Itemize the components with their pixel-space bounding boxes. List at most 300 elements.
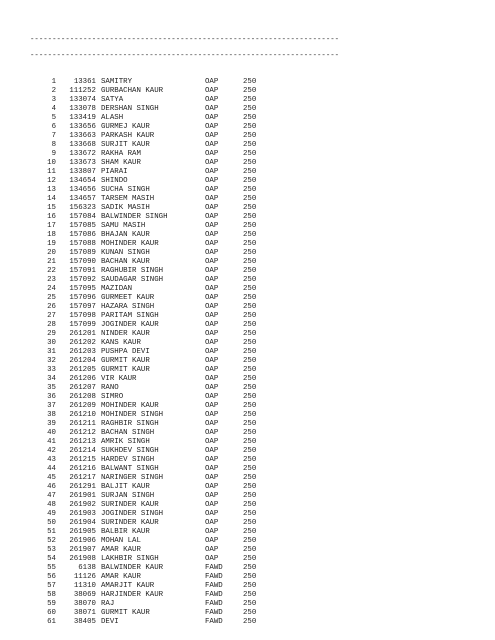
- row-pla-no: 261215: [69, 456, 96, 464]
- row-name: SUCHA SINGH: [101, 186, 150, 194]
- row-sno: 28: [47, 321, 56, 329]
- row-amount: 250: [243, 474, 257, 482]
- row-pla-no: 261211: [69, 420, 96, 428]
- row-name: GURMIT KAUR: [101, 366, 150, 374]
- row-sno: 10: [47, 159, 56, 167]
- blank-line: [30, 69, 470, 78]
- row-sno: 55: [47, 564, 56, 572]
- row-scheme: OAP: [205, 501, 219, 509]
- row-amount: 250: [243, 213, 257, 221]
- row-scheme: OAP: [205, 474, 219, 482]
- table-row: [30, 609, 470, 618]
- row-pla-no: 157086: [69, 231, 96, 239]
- row-name: NINDER KAUR: [101, 330, 150, 338]
- row-name: PIARAI: [101, 168, 128, 176]
- row-sno: 19: [47, 240, 56, 248]
- row-amount: 250: [243, 600, 257, 608]
- row-name: SAUDAGAR SINGH: [101, 276, 164, 284]
- row-name: VIR KAUR: [101, 375, 137, 383]
- row-scheme: FAWD: [205, 573, 223, 581]
- row-name: LAKHBIR SINGH: [101, 555, 159, 563]
- row-amount: 250: [243, 231, 257, 239]
- row-sno: 23: [47, 276, 56, 284]
- row-scheme: OAP: [205, 483, 219, 491]
- row-pla-no: 111252: [69, 87, 96, 95]
- table-row: [30, 150, 470, 159]
- row-amount: 250: [243, 321, 257, 329]
- row-name: DEVI: [101, 618, 119, 626]
- row-scheme: OAP: [205, 294, 219, 302]
- row-sno: 36: [47, 393, 56, 401]
- row-sno: 26: [47, 303, 56, 311]
- row-pla-no: 38405: [73, 618, 96, 626]
- table-row: [30, 384, 470, 393]
- row-pla-no: 261902: [69, 501, 96, 509]
- row-pla-no: 261901: [69, 492, 96, 500]
- row-sno: 31: [47, 348, 56, 356]
- row-amount: 250: [243, 546, 257, 554]
- row-scheme: OAP: [205, 519, 219, 527]
- table-row: [30, 213, 470, 222]
- table-row: [30, 582, 470, 591]
- row-pla-no: 133807: [69, 168, 96, 176]
- table-row: [30, 357, 470, 366]
- table-row: [30, 114, 470, 123]
- row-amount: 250: [243, 114, 257, 122]
- row-name: SADIK MASIH: [101, 204, 150, 212]
- row-scheme: OAP: [205, 258, 219, 266]
- row-amount: 250: [243, 609, 257, 617]
- table-row: [30, 492, 470, 501]
- row-amount: 250: [243, 564, 257, 572]
- row-amount: 250: [243, 357, 257, 365]
- row-sno: 11: [47, 168, 56, 176]
- table-row: [30, 447, 470, 456]
- row-scheme: OAP: [205, 123, 219, 131]
- row-amount: 250: [243, 375, 257, 383]
- row-amount: 250: [243, 618, 257, 626]
- row-pla-no: 261291: [69, 483, 96, 491]
- row-scheme: OAP: [205, 276, 219, 284]
- row-name: RAJ: [101, 600, 115, 608]
- row-sno: 22: [47, 267, 56, 275]
- table-row: [30, 546, 470, 555]
- row-scheme: OAP: [205, 546, 219, 554]
- row-scheme: OAP: [205, 348, 219, 356]
- row-name: SURINDER KAUR: [101, 501, 159, 509]
- row-sno: 56: [47, 573, 56, 581]
- row-name: GURMIT KAUR: [101, 357, 150, 365]
- row-amount: 250: [243, 492, 257, 500]
- row-sno: 33: [47, 366, 56, 374]
- row-pla-no: 156323: [69, 204, 96, 212]
- row-sno: 50: [47, 519, 56, 527]
- row-scheme: FAWD: [205, 582, 223, 590]
- table-row: [30, 132, 470, 141]
- beneficiary-list: [30, 78, 470, 627]
- row-pla-no: 133668: [69, 141, 96, 149]
- row-pla-no: 261204: [69, 357, 96, 365]
- row-name: BALWINDER SINGH: [101, 213, 168, 221]
- row-amount: 250: [243, 249, 257, 257]
- row-sno: 6: [51, 123, 56, 131]
- row-name: MOHINDER KAUR: [101, 240, 159, 248]
- row-amount: 250: [243, 285, 257, 293]
- row-amount: 250: [243, 591, 257, 599]
- table-row: [30, 96, 470, 105]
- table-row: [30, 159, 470, 168]
- row-pla-no: 261212: [69, 429, 96, 437]
- row-name: RAGHUBIR SINGH: [101, 267, 164, 275]
- row-name: RANO: [101, 384, 119, 392]
- row-sno: 37: [47, 402, 56, 410]
- row-sno: 2: [51, 87, 56, 95]
- row-sno: 39: [47, 420, 56, 428]
- row-pla-no: 261907: [69, 546, 96, 554]
- row-scheme: OAP: [205, 213, 219, 221]
- row-amount: 250: [243, 105, 257, 113]
- row-pla-no: 133663: [69, 132, 96, 140]
- row-scheme: OAP: [205, 555, 219, 563]
- row-amount: 250: [243, 204, 257, 212]
- table-row: [30, 483, 470, 492]
- row-amount: 250: [243, 168, 257, 176]
- row-scheme: OAP: [205, 195, 219, 203]
- row-name: RAKHA RAM: [101, 150, 141, 158]
- row-name: BHAJAN KAUR: [101, 231, 150, 239]
- row-pla-no: 261908: [69, 555, 96, 563]
- row-pla-no: 11310: [73, 582, 96, 590]
- row-scheme: OAP: [205, 393, 219, 401]
- table-row: [30, 438, 470, 447]
- table-row: [30, 267, 470, 276]
- row-name: TARSEM MASIH: [101, 195, 155, 203]
- row-amount: 250: [243, 240, 257, 248]
- table-row: [30, 231, 470, 240]
- row-pla-no: 134656: [69, 186, 96, 194]
- row-scheme: OAP: [205, 438, 219, 446]
- row-sno: 34: [47, 375, 56, 383]
- row-name: SURINDER KAUR: [101, 519, 159, 527]
- row-scheme: OAP: [205, 384, 219, 392]
- row-name: PARKASH KAUR: [101, 132, 155, 140]
- row-pla-no: 6138: [78, 564, 96, 572]
- table-row: [30, 564, 470, 573]
- table-row: [30, 537, 470, 546]
- row-sno: 8: [51, 141, 56, 149]
- row-pla-no: 157084: [69, 213, 96, 221]
- row-pla-no: 261214: [69, 447, 96, 455]
- row-sno: 20: [47, 249, 56, 257]
- table-row: [30, 276, 470, 285]
- row-pla-no: 133074: [69, 96, 96, 104]
- table-row: [30, 204, 470, 213]
- row-scheme: OAP: [205, 168, 219, 176]
- table-row: [30, 339, 470, 348]
- row-name: KANS KAUR: [101, 339, 141, 347]
- row-pla-no: 261210: [69, 411, 96, 419]
- row-pla-no: 261213: [69, 438, 96, 446]
- row-name: AMAR KAUR: [101, 573, 141, 581]
- row-amount: 250: [243, 96, 257, 104]
- row-amount: 250: [243, 483, 257, 491]
- row-scheme: OAP: [205, 492, 219, 500]
- row-sno: 59: [47, 600, 56, 608]
- row-name: SIMRO: [101, 393, 124, 401]
- row-scheme: OAP: [205, 96, 219, 104]
- row-scheme: OAP: [205, 312, 219, 320]
- row-name: DERSHAN SINGH: [101, 105, 159, 113]
- row-sno: 5: [51, 114, 56, 122]
- row-amount: 250: [243, 141, 257, 149]
- row-sno: 44: [47, 465, 56, 473]
- row-pla-no: 157090: [69, 258, 96, 266]
- row-sno: 1: [51, 78, 56, 86]
- table-row: [30, 420, 470, 429]
- table-row: [30, 510, 470, 519]
- row-pla-no: 261206: [69, 375, 96, 383]
- row-pla-no: 133673: [69, 159, 96, 167]
- row-scheme: OAP: [205, 186, 219, 194]
- row-sno: 45: [47, 474, 56, 482]
- row-pla-no: 38071: [73, 609, 96, 617]
- row-sno: 48: [47, 501, 56, 509]
- row-pla-no: 261203: [69, 348, 96, 356]
- row-name: AMRIK SINGH: [101, 438, 150, 446]
- row-amount: 250: [243, 186, 257, 194]
- row-name: BACHAN SINGH: [101, 429, 155, 437]
- row-amount: 250: [243, 456, 257, 464]
- table-row: [30, 528, 470, 537]
- table-row: [30, 105, 470, 114]
- table-row: [30, 501, 470, 510]
- row-scheme: FAWD: [205, 564, 223, 572]
- row-pla-no: 157091: [69, 267, 96, 275]
- row-name: AMARJIT KAUR: [101, 582, 155, 590]
- row-sno: 15: [47, 204, 56, 212]
- row-amount: 250: [243, 366, 257, 374]
- row-pla-no: 11126: [73, 573, 96, 581]
- row-pla-no: 133672: [69, 150, 96, 158]
- row-scheme: OAP: [205, 267, 219, 275]
- row-amount: 250: [243, 501, 257, 509]
- row-name: SURJAN SINGH: [101, 492, 155, 500]
- column-header-row: [30, 44, 470, 53]
- row-name: GURMEET KAUR: [101, 294, 155, 302]
- row-amount: 250: [243, 519, 257, 527]
- row-scheme: OAP: [205, 321, 219, 329]
- table-row: [30, 573, 470, 582]
- row-scheme: OAP: [205, 285, 219, 293]
- row-name: HARJINDER KAUR: [101, 591, 164, 599]
- table-row: [30, 330, 470, 339]
- row-pla-no: 261207: [69, 384, 96, 392]
- row-scheme: OAP: [205, 105, 219, 113]
- row-sno: 4: [51, 105, 56, 113]
- row-sno: 24: [47, 285, 56, 293]
- row-amount: 250: [243, 78, 257, 86]
- table-row: [30, 429, 470, 438]
- row-pla-no: 261217: [69, 474, 96, 482]
- row-sno: 27: [47, 312, 56, 320]
- row-name: BACHAN KAUR: [101, 258, 150, 266]
- row-sno: 61: [47, 618, 56, 626]
- row-pla-no: 133078: [69, 105, 96, 113]
- row-name: MAZIDAN: [101, 285, 133, 293]
- row-pla-no: 261905: [69, 528, 96, 536]
- row-pla-no: 261903: [69, 510, 96, 518]
- row-scheme: OAP: [205, 465, 219, 473]
- table-row: [30, 393, 470, 402]
- table-row: [30, 618, 470, 627]
- row-sno: 41: [47, 438, 56, 446]
- row-pla-no: 261904: [69, 519, 96, 527]
- row-scheme: OAP: [205, 222, 219, 230]
- row-scheme: OAP: [205, 78, 219, 86]
- row-amount: 250: [243, 555, 257, 563]
- row-pla-no: 157097: [69, 303, 96, 311]
- row-pla-no: 13361: [73, 78, 96, 86]
- row-scheme: OAP: [205, 357, 219, 365]
- row-name: SURJIT KAUR: [101, 141, 150, 149]
- header-rule: ----------------------------------------------------------------------: [30, 53, 340, 60]
- row-pla-no: 261209: [69, 402, 96, 410]
- row-sno: 18: [47, 231, 56, 239]
- row-sno: 52: [47, 537, 56, 545]
- row-amount: 250: [243, 573, 257, 581]
- row-pla-no: 134654: [69, 177, 96, 185]
- row-pla-no: 157092: [69, 276, 96, 284]
- row-sno: 46: [47, 483, 56, 491]
- row-scheme: OAP: [205, 456, 219, 464]
- row-scheme: OAP: [205, 204, 219, 212]
- table-row: [30, 519, 470, 528]
- row-scheme: OAP: [205, 159, 219, 167]
- row-name: SAMITRY: [101, 78, 133, 86]
- row-pla-no: 38069: [73, 591, 96, 599]
- row-scheme: OAP: [205, 114, 219, 122]
- row-amount: 250: [243, 582, 257, 590]
- row-pla-no: 157098: [69, 312, 96, 320]
- row-pla-no: 133419: [69, 114, 96, 122]
- row-amount: 250: [243, 384, 257, 392]
- row-name: MOHINDER SINGH: [101, 411, 164, 419]
- row-amount: 250: [243, 537, 257, 545]
- block-panchayat-line: [30, 60, 470, 69]
- row-sno: 17: [47, 222, 56, 230]
- row-scheme: OAP: [205, 375, 219, 383]
- row-pla-no: 157096: [69, 294, 96, 302]
- row-pla-no: 133656: [69, 123, 96, 131]
- row-pla-no: 38070: [73, 600, 96, 608]
- row-amount: 250: [243, 195, 257, 203]
- row-sno: 35: [47, 384, 56, 392]
- row-name: BALBIR KAUR: [101, 528, 150, 536]
- row-sno: 14: [47, 195, 56, 203]
- row-sno: 49: [47, 510, 56, 518]
- row-sno: 51: [47, 528, 56, 536]
- row-name: NARINGER SINGH: [101, 474, 164, 482]
- row-amount: 250: [243, 420, 257, 428]
- row-name: BALWANT SINGH: [101, 465, 159, 473]
- row-scheme: OAP: [205, 447, 219, 455]
- table-row: [30, 411, 470, 420]
- table-row: [30, 402, 470, 411]
- table-row: [30, 285, 470, 294]
- table-row: [30, 222, 470, 231]
- row-scheme: OAP: [205, 240, 219, 248]
- row-name: BALJIT KAUR: [101, 483, 150, 491]
- row-scheme: OAP: [205, 249, 219, 257]
- row-amount: 250: [243, 429, 257, 437]
- table-row: [30, 141, 470, 150]
- row-name: SATYA: [101, 96, 124, 104]
- row-amount: 250: [243, 447, 257, 455]
- row-sno: 54: [47, 555, 56, 563]
- table-row: [30, 249, 470, 258]
- table-row: [30, 600, 470, 609]
- table-row: [30, 591, 470, 600]
- row-amount: 250: [243, 510, 257, 518]
- row-pla-no: 157089: [69, 249, 96, 257]
- table-row: [30, 78, 470, 87]
- row-name: HARDEV SINGH: [101, 456, 155, 464]
- row-sno: 13: [47, 186, 56, 194]
- row-name: RAGHBIR SINGH: [101, 420, 159, 428]
- row-name: SAMU MASIH: [101, 222, 146, 230]
- row-sno: 40: [47, 429, 56, 437]
- row-sno: 30: [47, 339, 56, 347]
- row-pla-no: 157099: [69, 321, 96, 329]
- row-name: JOGINDER SINGH: [101, 510, 164, 518]
- row-name: GURBACHAN KAUR: [101, 87, 164, 95]
- row-amount: 250: [243, 222, 257, 230]
- row-pla-no: 261205: [69, 366, 96, 374]
- row-sno: 47: [47, 492, 56, 500]
- row-sno: 60: [47, 609, 56, 617]
- row-scheme: OAP: [205, 132, 219, 140]
- table-row: [30, 555, 470, 564]
- row-amount: 250: [243, 330, 257, 338]
- row-scheme: FAWD: [205, 609, 223, 617]
- row-amount: 250: [243, 258, 257, 266]
- row-amount: 250: [243, 87, 257, 95]
- row-name: JOGINDER KAUR: [101, 321, 159, 329]
- row-scheme: OAP: [205, 231, 219, 239]
- row-name: PARITAM SINGH: [101, 312, 159, 320]
- row-sno: 9: [51, 150, 56, 158]
- table-row: [30, 312, 470, 321]
- row-amount: 250: [243, 393, 257, 401]
- row-pla-no: 134657: [69, 195, 96, 203]
- row-sno: 16: [47, 213, 56, 221]
- row-scheme: OAP: [205, 411, 219, 419]
- table-row: [30, 465, 470, 474]
- row-amount: 250: [243, 123, 257, 131]
- row-sno: 21: [47, 258, 56, 266]
- row-name: MOHAN LAL: [101, 537, 141, 545]
- table-row: [30, 177, 470, 186]
- row-sno: 32: [47, 357, 56, 365]
- table-row: [30, 375, 470, 384]
- row-amount: 250: [243, 312, 257, 320]
- row-name: SHINDO: [101, 177, 128, 185]
- row-name: BALWINDER KAUR: [101, 564, 164, 572]
- row-pla-no: 261208: [69, 393, 96, 401]
- row-name: ALASH: [101, 114, 124, 122]
- row-amount: 250: [243, 411, 257, 419]
- row-amount: 250: [243, 276, 257, 284]
